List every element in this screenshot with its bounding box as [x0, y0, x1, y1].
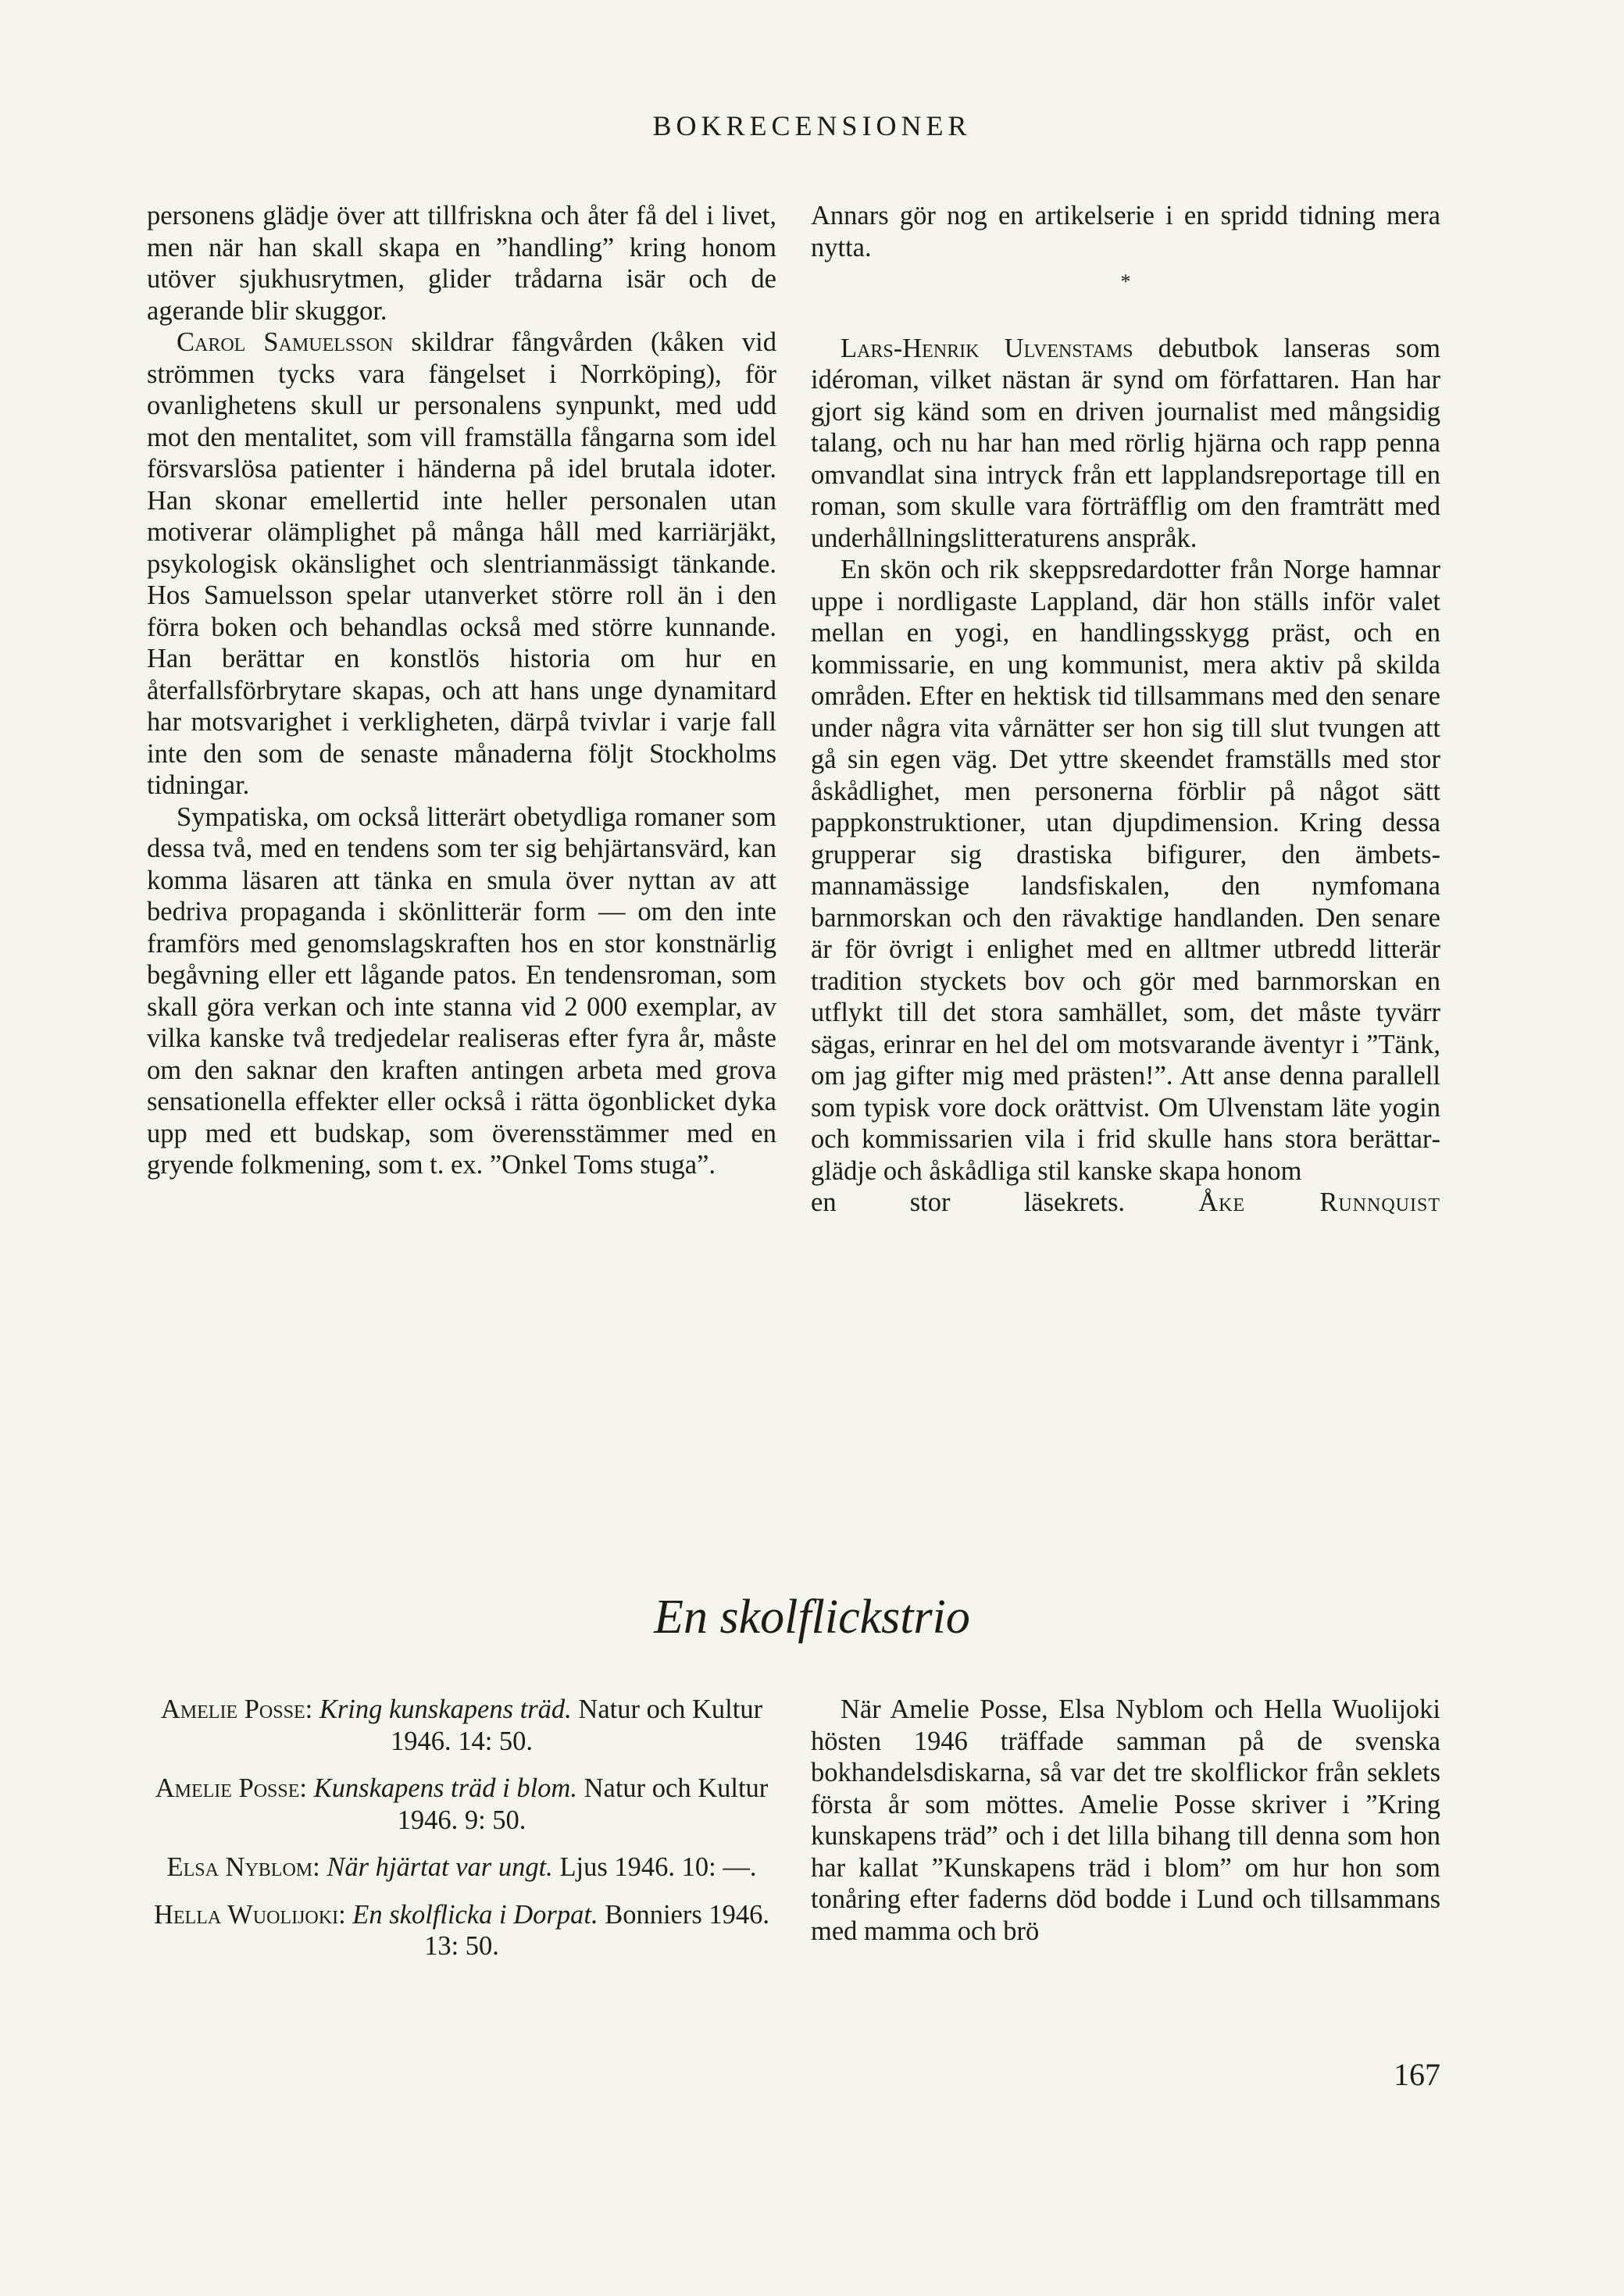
paragraph — [811, 333, 1440, 555]
bib-separator: : — [338, 1899, 353, 1930]
right-column — [811, 200, 1440, 1219]
bibliography-entry — [147, 1851, 776, 1884]
bibliography-entry — [147, 1694, 776, 1757]
paragraph — [147, 327, 776, 802]
review-text — [811, 1694, 1440, 1947]
bib-author: Hella Wuolijoki — [153, 1899, 339, 1930]
paragraph-text: skildrar fångvården (kåken vid strömmen tycks vara fängelset i Norrköping), för ovanlighetens skull ur personalens synpunkt, med udd mot den mentalitet, som vill framställa fångarna som idel försvarslösa patienter i händerna på idel brutala idoter. Han skonar emellertid inte heller personalen utan motiverar olämplighet på många håll med karriärjäkt, psykologisk okänslighet och slentrianmässigt tänkande. Hos Samuelsson spelar utanverket större roll än i den förra boken och behandlas också med större kunnande. Han berättar en konstlös historia om hur en återfallsförbrytare skapas, och att hans unge dynamitard har motsvarighet i verkligheten, därpå tvivlar i varje fall inte den som de senaste månaderna följt Stockholms tidningar. — [147, 327, 776, 800]
paragraph-text: en stor läsekrets. — [811, 1187, 1126, 1217]
bib-separator: : — [312, 1852, 327, 1882]
bib-title: Kring kunskapens träd. — [319, 1694, 572, 1724]
bib-publisher: Ljus 1946. 10: —. — [552, 1852, 757, 1882]
bib-author: Amelie Posse — [160, 1694, 305, 1724]
bibliography-entry — [147, 1773, 776, 1836]
bib-separator: : — [299, 1773, 314, 1803]
reviewer-signature: Åke Runnquist — [1198, 1187, 1441, 1217]
author-name: Lars-Henrik Ulvenstams — [841, 333, 1133, 363]
running-head: BOKRECENSIONER — [652, 110, 972, 141]
paragraph: En skön och rik skeppsredardotter från Norge hamnar uppe i nordligaste Lappland, där hon ställs inför valet mellan en yogi, en handlingsskygg präst, och en kommissarie, en ung kommunist, mera aktiv på skilda områden. Efter en hektisk tid tillsammans med den senare under några vita vårnätter ser hon sig till slut tvungen att gå sin egen väg. Det yttre skeendet framställs med stor åskådlighet, men personerna förblir på något sätt pappkonstruktioner, utan djupdimension. Kring dessa grupperar sig drastiska bifigurer, den ämbetsmannamässige landsfiskalen, den nymfomana barnmorskan och den rävaktige handlanden. Den senare är för övrigt i enlighet med en alltmer utbredd litterär tradition styckets bov och gör med barnmorskan en utflykt till det stora samhället, som, det måste tyvärr sägas, erinrar en hel del om motsvarande äventyr i ”Tänk, om jag gifter mig med prästen!”. Att anse denna parallell som typisk vore dock orättvist. Om Ulvenstam läte yogin och kommissarien vila i frid skulle hans stora berättarglädje och åskådliga stil kanske skapa honom — [811, 555, 1440, 1186]
bib-publisher: Natur och Kultur 1946. 14: 50. — [390, 1694, 763, 1756]
bibliography — [147, 1694, 776, 1978]
bib-separator: : — [305, 1694, 319, 1724]
bib-publisher: Bonniers 1946. 13: 50. — [424, 1899, 770, 1961]
bib-title: En skolflicka i Dorpat. — [352, 1899, 598, 1930]
paragraph: När Amelie Posse, Elsa Nyblom och Hella Wuolijoki hösten 1946 träffade samman på de svenska bokhandelsdiskarna, så var det tre skolflickor från seklets första år som möttes. Amelie Posse skriver i ”Kring kunskapens träd” och i det lilla bihang till denna som hon har kallat ”Kunskapens träd i blom” om hur hon som tonåring efter faderns död bodde i Lund och tillsammans med mamma och brö — [811, 1694, 1440, 1946]
paragraph-text: debutbok lanseras som idéroman, vilket nästan är synd om författaren. Han har gjort sig känd som en driven journalist med mångsidig talang, och nu har han med rörlig hjärna och rapp penna omvandlat sina intryck från ett lapplandsreportage till en roman, som skulle vara förträfflig om den framträtt med underhållningslitteraturens anspråk. — [811, 333, 1440, 553]
bib-title: Kunskapens träd i blom. — [313, 1773, 577, 1803]
bib-publisher: Natur och Kultur 1946. 9: 50. — [397, 1773, 769, 1835]
signature-line — [811, 1187, 1440, 1219]
page-number: 167 — [1394, 2057, 1440, 2092]
author-name: Carol Samuelsson — [177, 327, 394, 357]
bib-title: När hjärtat var ungt. — [327, 1852, 553, 1882]
paragraph: Sympatiska, om också litterärt obetydliga romaner som dessa två, med en tendens som ter sig behjärtansvärd, kan komma läsaren att tänka en smula över nyttan av att bedriva propaganda i skönlitterär form — om den inte framförs med genomslagskraften hos en stor konstnärlig begåvning eller ett lågande patos. En tendensroman, som skall göra verkan och inte stanna vid 2 000 exemplar, av vilka kanske två tredjedelar realiseras efter fyra år, måste om den saknar den kraften antingen arbeta med grova sensationella effekter eller också i rätta ögonblicket dyka upp med ett budskap, som överensstämmer med en gryende folkmening, som t. ex. ”Onkel Toms stuga”. — [147, 802, 776, 1180]
paragraph: Annars gör nog en artikelserie i en spridd tidning mera nytta. — [811, 201, 1440, 262]
bib-author: Amelie Posse — [155, 1773, 300, 1803]
section-title: En skolflickstrio — [654, 1591, 970, 1644]
paragraph: personens glädje över att tillfriskna och åter få del i livet, men när han skall skapa en ”handling” kring honom utöver sjukhusrytmen, glider trådarna isär och de agerande blir skuggor. — [147, 201, 776, 326]
bib-author: Elsa Nyblom — [166, 1852, 313, 1882]
left-column — [147, 200, 776, 1181]
bibliography-entry — [147, 1899, 776, 1962]
section-separator: * — [1120, 270, 1131, 293]
